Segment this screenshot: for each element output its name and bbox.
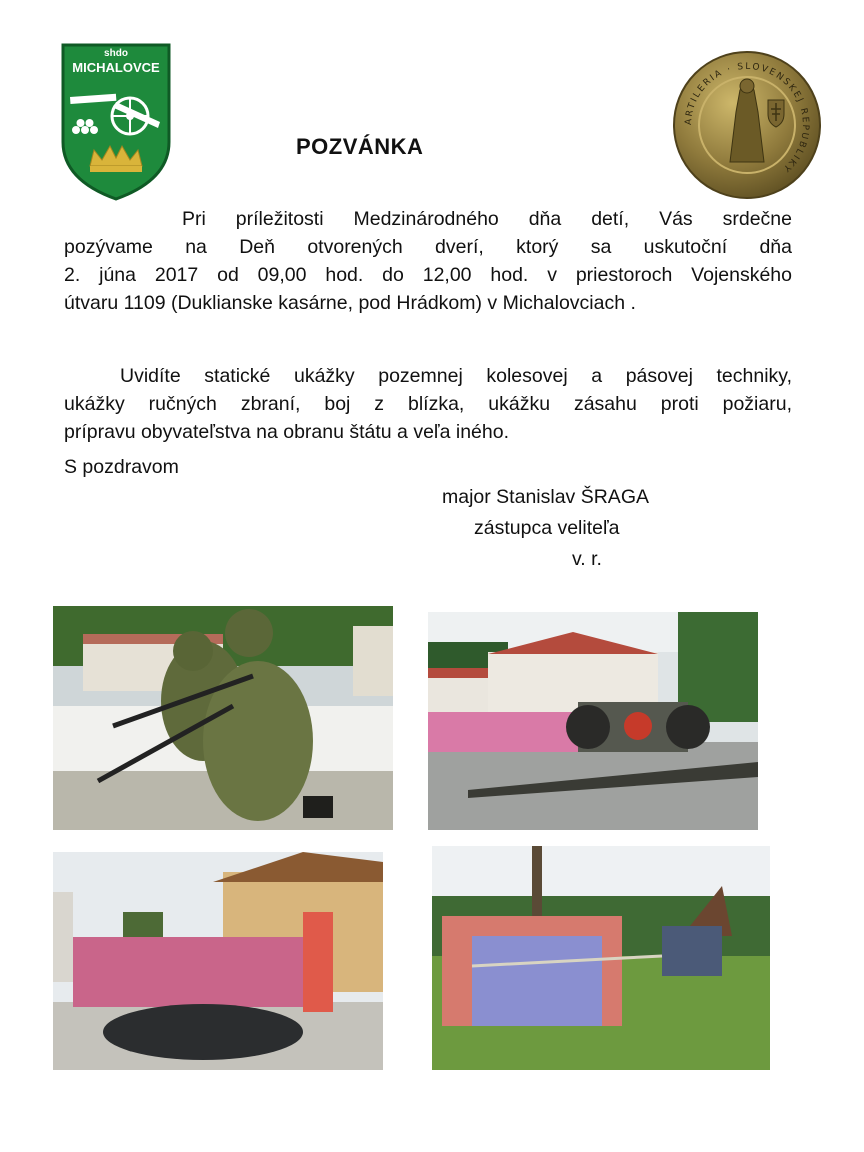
- photo-children-boat: [53, 852, 383, 1070]
- paragraph-line: Pri príležitosti Medzinárodného dňa detí, Vás srdečne: [182, 208, 792, 230]
- program-paragraph: [64, 362, 792, 446]
- medal-ring-text: ARTILERIA · SLOVENSKEJ REPUBLIKY: [683, 61, 811, 175]
- photo-soldiers-kneeling: [53, 606, 393, 830]
- paragraph-line: prípravu obyvateľstva na obranu štátu a veľa iného.: [64, 421, 509, 443]
- signature-vr: v. r.: [572, 548, 602, 570]
- logo-top-big: MICHALOVCE: [72, 60, 160, 75]
- paragraph-line: ukážky ručných zbraní, boj z blízka, ukážku zásahu proti požiaru,: [64, 393, 792, 415]
- paragraph-line: 2. júna 2017 od 09,00 hod. do 12,00 hod. v priestoroch Vojenského: [64, 264, 792, 286]
- paragraph-line: útvaru 1109 (Duklianske kasárne, pod Hrádkom) v Michalovciach .: [64, 292, 636, 314]
- unit-logo: [60, 42, 172, 202]
- paragraph-line: pozývame na Deň otvorených dverí, ktorý sa uskutoční dňa: [64, 236, 792, 258]
- signature-name: major Stanislav ŠRAGA: [442, 486, 649, 508]
- page-title: POZVÁNKA: [296, 134, 424, 159]
- logo-top-small: shdo: [104, 48, 128, 59]
- signature-role: zástupca veliteľa: [474, 517, 620, 539]
- photo-tug-of-war: [432, 846, 770, 1070]
- artillery-medal: [672, 50, 822, 200]
- greeting: S pozdravom: [64, 456, 179, 478]
- invitation-paragraph: [64, 205, 792, 317]
- photo-cannon-children: [428, 612, 758, 830]
- paragraph-line: Uvidíte statické ukážky pozemnej kolesovej a pásovej techniky,: [120, 365, 792, 387]
